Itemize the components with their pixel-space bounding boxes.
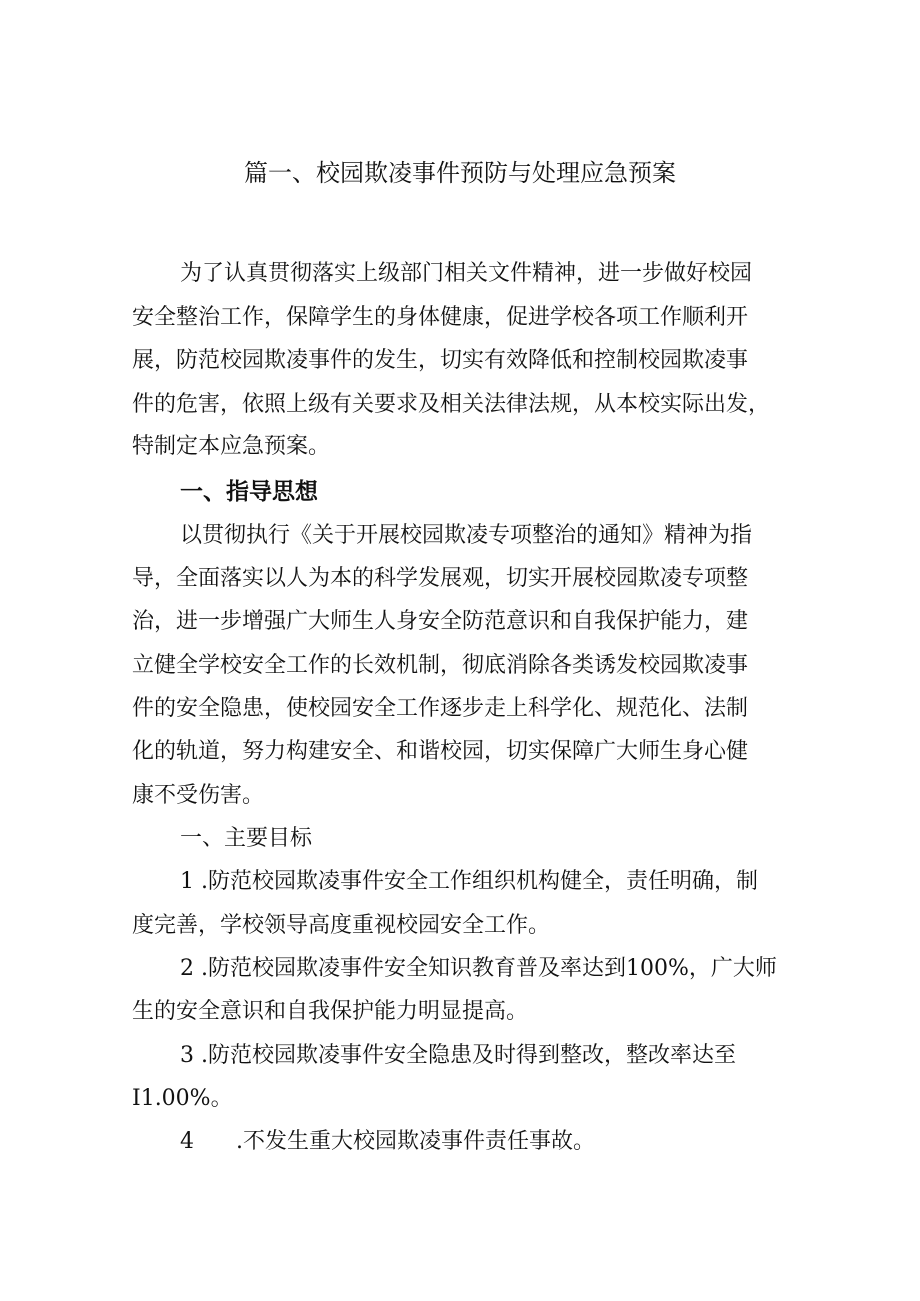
goal-1-line-1: 1 .防范校园欺凌事件安全工作组织机构健全，责任明确，制 — [180, 869, 758, 894]
goal-3-line-1: 3 .防范校园欺凌事件安全隐患及时得到整改，整改率达至 — [180, 1043, 736, 1068]
text-line-9: 治，进一步增强广大师生人身安全防范意识和自我保护能力，建 — [132, 609, 749, 634]
text-line-1: 为了认真贯彻落实上级部门相关文件精神，进一步做好校园 — [180, 261, 753, 286]
text-line-11: 件的安全隐患，使校园安全工作逐步走上科学化、规范化、法制 — [132, 696, 749, 721]
goal-4-line-1: 4 .不发生重大校园欺凌事件责任事故。 — [180, 1129, 595, 1154]
goal-1-line-2: 度完善，学校领导高度重视校园安全工作。 — [132, 913, 551, 938]
text-line-12: 化的轨道，努力构建安全、和谐校园，切实保障广大师生身心健 — [132, 739, 749, 764]
text-line-10: 立健全学校安全工作的长效机制，彻底消除各类诱发校园欺凌事 — [132, 653, 749, 678]
goal-2-line-1: 2 .防范校园欺凌事件安全知识教育普及率达到100%，广大师 — [180, 956, 777, 981]
text-line-5: 特制定本应急预案。 — [132, 434, 331, 459]
text-line-3: 展，防范校园欺凌事件的发生，切实有效降低和控制校园欺凌事 — [132, 348, 749, 373]
text-line-7: 以贯彻执行《关于开展校园欺凌专项整治的通知》精神为指 — [180, 523, 753, 548]
goal-2-line-2: 生的安全意识和自我保护能力明显提高。 — [132, 999, 529, 1024]
document-title: 篇一、校园欺凌事件预防与处理应急预案 — [244, 159, 676, 187]
text-line-2: 安全整治工作，保障学生的身体健康，促进学校各项工作顺利开 — [132, 305, 749, 330]
section-heading-guiding-ideology: 一、指导思想 — [180, 479, 318, 505]
text-line-8: 导，全面落实以人为本的科学发展观，切实开展校园欺凌专项整 — [132, 566, 749, 591]
text-line-4: 件的危害，依照上级有关要求及相关法律法规，从本校实际出发， — [132, 392, 771, 417]
section-heading-main-goals: 一、主要目标 — [180, 826, 313, 851]
goal-3-line-2: I1.00%。 — [132, 1086, 233, 1111]
text-line-13: 康不受伤害。 — [132, 783, 265, 808]
